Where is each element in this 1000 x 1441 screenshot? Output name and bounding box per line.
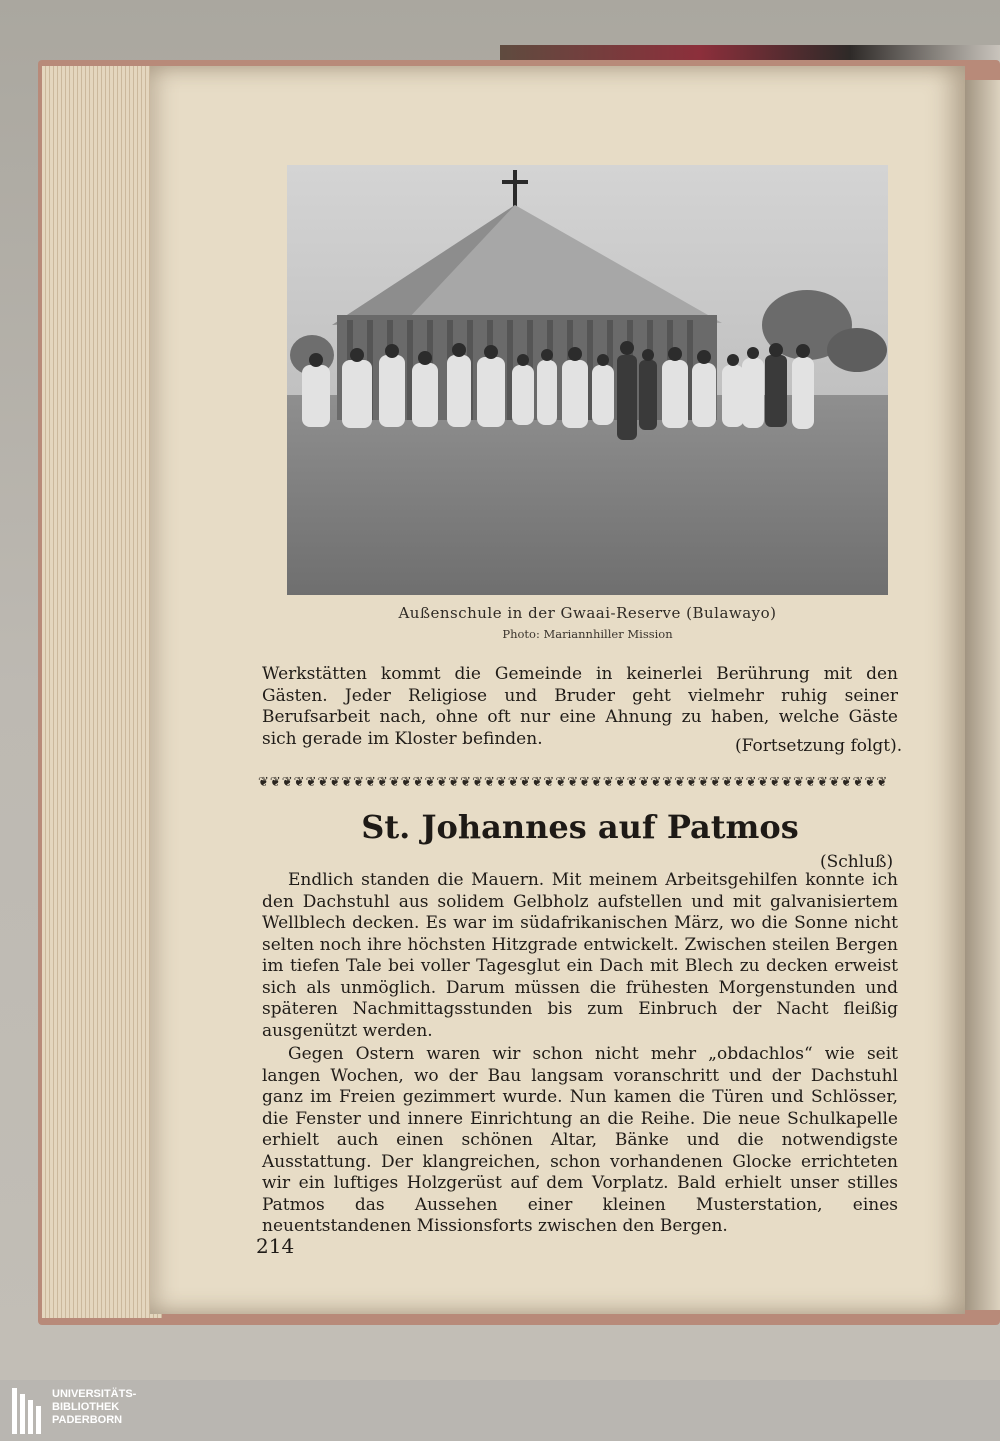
photo-credit: Photo: Mariannhiller Mission (502, 627, 673, 641)
library-name-line: BIBLIOTHEK (52, 1401, 120, 1413)
facing-page-edge (962, 80, 1000, 1310)
article-paragraph: Endlich standen die Mauern. Mit meinem Arbeitsgehilfen konnte ich den Dachstuhl aus solidem Gelbholz aufstellen und mit galvanisiertem Wellblech decken. Es war im südafrikanischen März, wo die Sonne nicht selten noch ihre höchsten Hitzgrade entwickelt. Zwischen steilen Bergen im tiefen Tale bei voller Tagesglut ein Dach mit Blech zu decken erweist sich als unmöglich. Darum müssen die frühesten Morgenstunden und späteren Nachmittagsstunden bis zum Einbruch der Nacht fleißig ausgenützt werden. (262, 870, 898, 1041)
ornamental-divider: ❦❦❦❦❦❦❦❦❦❦❦❦❦❦❦❦❦❦❦❦❦❦❦❦❦❦❦❦❦❦❦❦❦❦❦❦❦❦❦❦❦❦❦❦❦❦❦❦❦❦❦❦❦ (258, 776, 889, 790)
article-paragraph: Gegen Ostern waren wir schon nicht mehr „obdachlos“ wie seit langen Wochen, wo der Bau langsam voranschritt und der Dachstuhl ganz im Freien gezimmert wurde. Nun kamen die Türen und Schlösser, die Fenster und innere Einrichtung an die Reihe. Die neue Schulkapelle erhielt auch einen schönen Altar, Bänke und die notwendigste Ausstattung. Der klangreichen, schon vorhandenen Glocke errichteten wir ein luftiges Holzgerüst auf dem Vorplatz. Bald erhielt unser stilles Patmos das Aussehen einer kleinen Musterstation, eines neuentstandenen Missionsforts zwischen den Bergen. (262, 1044, 898, 1236)
article-title: St. Johannes auf Patmos (361, 808, 799, 846)
photo-caption: Außenschule in der Gwaai-Reserve (Bulawayo) (398, 604, 777, 622)
page-stack (42, 66, 162, 1318)
library-name-line: PADERBORN (52, 1414, 123, 1426)
library-name-line: UNIVERSITÄTS- (52, 1388, 137, 1400)
previous-article-ending: Werkstätten kommt die Gemeinde in keinerlei Berührung mit den Gästen. Jeder Religiose und Bruder geht vielmehr ruhig seiner Berufsarbeit nach, ohne oft nur eine Ahnung zu haben, welche Gäste sich gerade im Kloster befinden. (262, 664, 898, 749)
library-name (52, 1388, 136, 1427)
conclusion-note: (Schluß) (820, 852, 894, 872)
library-logo-icon (12, 1388, 46, 1434)
library-footer (0, 1380, 1000, 1441)
mission-school-photo (287, 165, 888, 595)
page-number: 214 (256, 1234, 295, 1258)
continued-note: (Fortsetzung folgt). (735, 736, 903, 756)
